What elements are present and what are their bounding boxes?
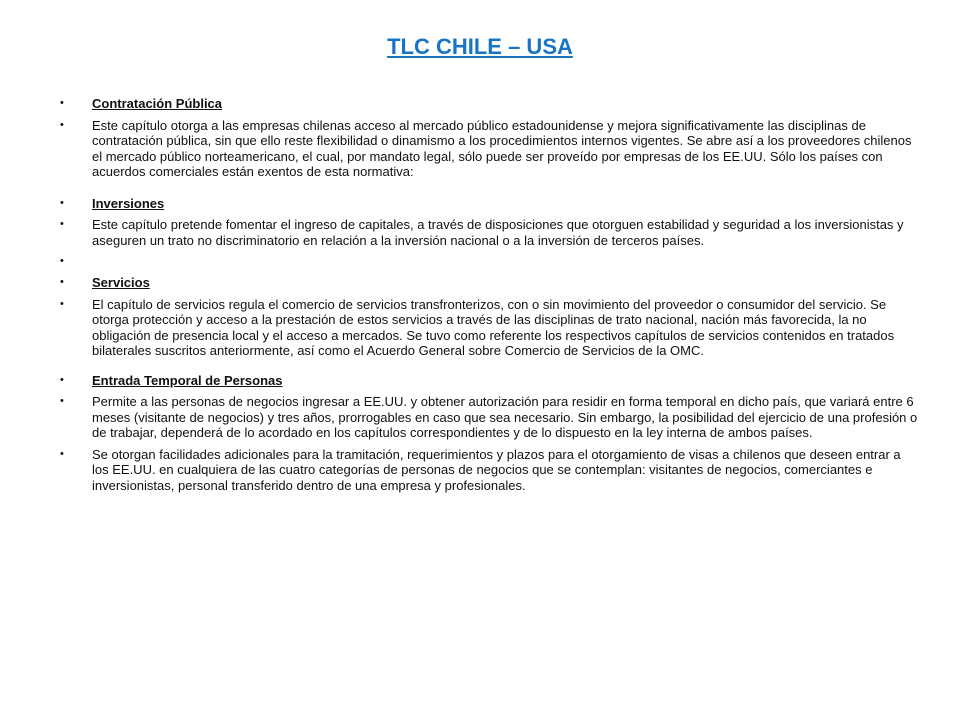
section-text-contratacion: Este capítulo otorga a las empresas chilenas acceso al mercado público estadounidense y mejora significativamente las disciplinas de contratación pública, sin que ello reste flexibilidad o dinamismo a los procedimientos internos vigentes. Se abre así a los proveedores chilenos el mercado público norteamericano, el cual, por mandato legal, sólo puede ser proveído por empresas de los EE.UU. Sólo los países con acuerdos comerciales están exentos de esta normativa: xyxy=(92,117,912,179)
list-item xyxy=(60,217,920,248)
list-item xyxy=(60,275,920,291)
bullet-icon: • xyxy=(60,118,64,131)
list-item xyxy=(60,118,920,180)
section-heading-servicios: Servicios xyxy=(92,275,150,290)
section-text-entrada-1: Permite a las personas de negocios ingresar a EE.UU. y obtener autorización para residir en forma temporal en dicho país, que variará entre 6 meses (visitante de negocios) y tres años, prorrogables en caso que sea necesario. Sin embargo, la posibilidad del ejercicio de una profesión o de trabajar, dependerá de lo acordado en los capítulos correspondientes y de lo dispuesto en la ley interna de ambos países. xyxy=(92,394,918,440)
bullet-icon: • xyxy=(60,218,64,230)
content-list xyxy=(60,96,920,493)
bullet-icon: • xyxy=(60,297,64,310)
list-item xyxy=(60,447,920,494)
list-item xyxy=(60,196,920,212)
section-text-entrada-2: Se otorgan facilidades adicionales para la tramitación, requerimientos y plazos para el otorgamiento de visas a chilenos que deseen entrar a los EE.UU. en cualquiera de las cuatro categorías de personas de negocios que se contemplan: visitantes de negocios, comerciantes e inversionistas, personal transferido dentro de una empresa y profesionales. xyxy=(92,446,901,493)
section-text-servicios: El capítulo de servicios regula el comercio de servicios transfronterizos, con o sin movimiento del proveedor o consumidor del servicio. Se otorga protección y acceso a la prestación de estos servicios a través de las disciplinas de trato nacional, nación más favorecida, la no obligación de presencia local y el acceso a mercados. Se tuvo como referente los respectivos capítulos de servicios contenidos en tratados bilaterales suscritos anteriormente, así como el Acuerdo General sobre Comercio de Servicios de la OMC. xyxy=(92,296,895,358)
section-heading-entrada: Entrada Temporal de Personas xyxy=(92,372,283,388)
list-item xyxy=(60,96,920,112)
list-item xyxy=(60,297,920,359)
section-text-inversiones: Este capítulo pretende fomentar el ingreso de capitales, a través de disposiciones que otorguen estabilidad y seguridad a los inversionistas y aseguren un trato no discriminatorio en relación a la inversión nacional o a la inversión de terceros países. xyxy=(92,217,904,248)
slide-title: TLC CHILE – USA xyxy=(387,34,573,59)
list-item xyxy=(60,373,920,389)
bullet-icon: • xyxy=(60,196,64,209)
bullet-icon: • xyxy=(60,395,64,407)
bullet-icon: • xyxy=(60,276,64,288)
bullet-icon: • xyxy=(60,97,64,109)
section-heading-inversiones: Inversiones xyxy=(92,195,165,211)
bullet-icon: • xyxy=(60,373,64,386)
empty-list-item xyxy=(60,254,920,269)
bullet-icon: • xyxy=(60,447,64,460)
section-heading-contratacion: Contratación Pública xyxy=(92,96,223,111)
bullet-icon: • xyxy=(60,255,64,267)
list-item xyxy=(60,394,920,441)
